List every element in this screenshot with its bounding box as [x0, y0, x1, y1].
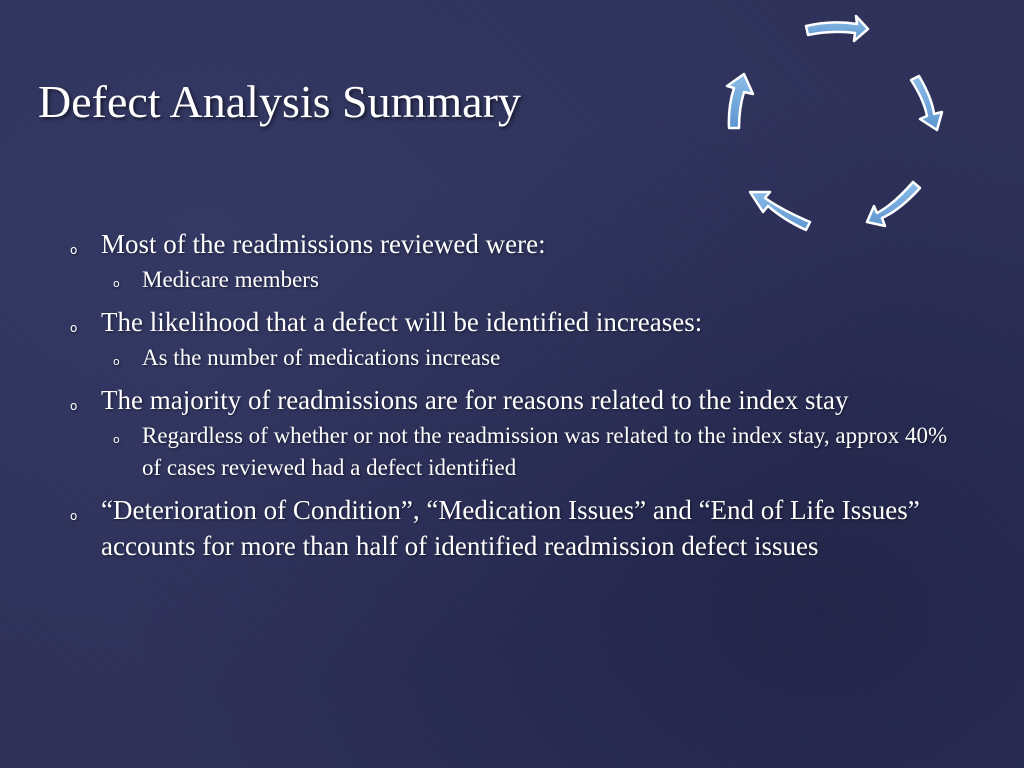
sub-bullet-text: Regardless of whether or not the readmission was related to the index stay, approx 40% of cases reviewed had a defect identified — [142, 423, 948, 480]
bullet-item — [70, 304, 950, 340]
sub-bullet-item — [113, 420, 950, 484]
bullet-text: Most of the readmissions reviewed were: — [101, 229, 546, 259]
sub-bullet-marker-icon: o — [113, 277, 120, 290]
cycle-arrow-top — [806, 16, 868, 41]
bullet-text: The majority of readmissions are for reasons related to the index stay — [101, 385, 849, 415]
bullet-marker-icon: o — [70, 509, 78, 523]
sub-bullet-marker-icon: o — [113, 433, 120, 446]
sub-bullet-item — [113, 264, 950, 296]
bullet-item — [70, 226, 950, 262]
bullet-marker-icon: o — [70, 321, 78, 335]
bullet-item — [70, 492, 950, 564]
sub-bullet-item — [113, 342, 950, 374]
cycle-arrows-icon — [712, 10, 962, 245]
bullet-item — [70, 382, 950, 418]
bullet-text: The likelihood that a defect will be identified increases: — [101, 307, 703, 337]
bullet-marker-icon: o — [70, 399, 78, 413]
cycle-arrow-right — [911, 76, 942, 130]
sub-bullet-marker-icon: o — [113, 355, 120, 368]
sub-bullet-text: As the number of medications increase — [142, 345, 501, 370]
cycle-arrow-bottom-left — [750, 192, 810, 230]
cycle-arrow-bottom-right — [867, 182, 920, 226]
bullet-text: “Deterioration of Condition”, “Medication Issues” and “End of Life Issues” accounts for more than half of identified readmission defect issues — [101, 495, 920, 561]
bullet-marker-icon: o — [70, 243, 78, 257]
cycle-arrow-left — [727, 74, 753, 128]
sub-bullet-text: Medicare members — [142, 267, 319, 292]
slide-title: Defect Analysis Summary — [38, 76, 521, 127]
bullet-list — [70, 226, 950, 566]
